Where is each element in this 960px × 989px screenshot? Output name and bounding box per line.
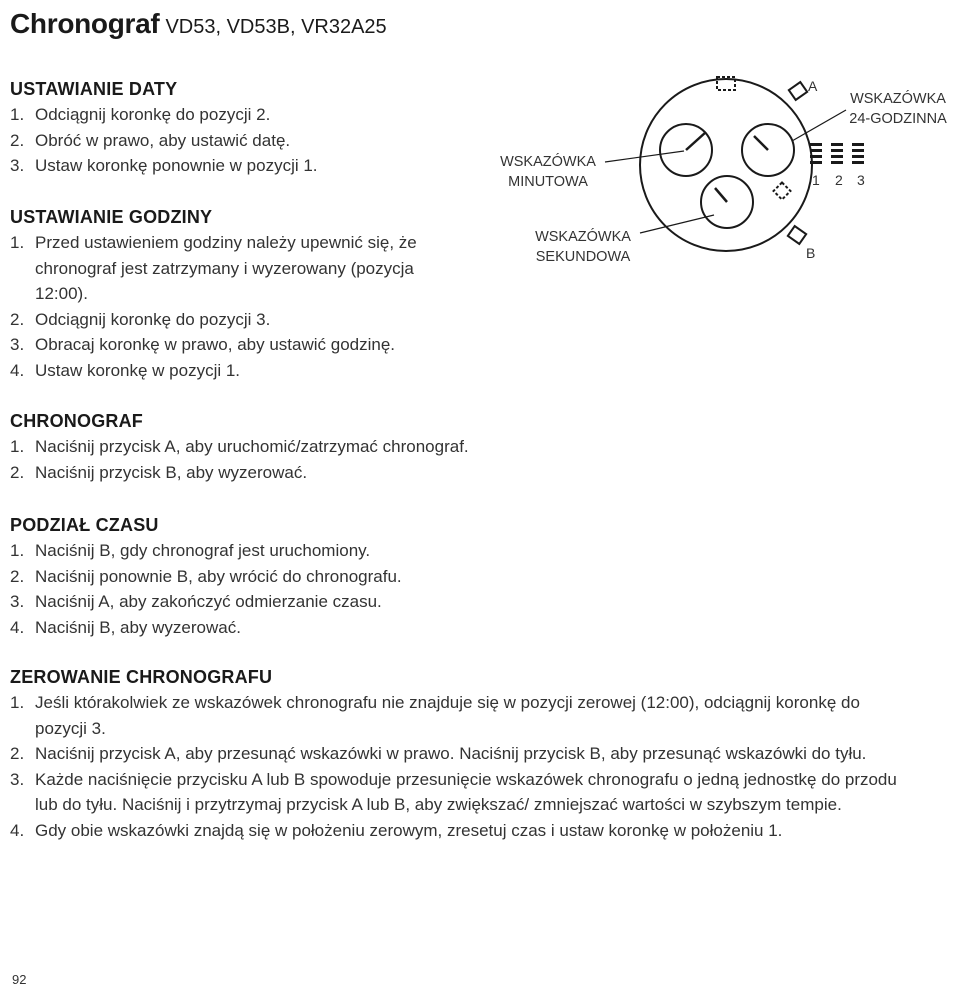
page-number: 92 <box>12 972 27 987</box>
step-item <box>10 102 480 128</box>
hour24-hand-label <box>838 89 958 129</box>
chronograph-reset-steps <box>10 690 930 843</box>
step-text: Gdy obie wskazówki znajdą się w położeniu zerowym, zresetuj czas i ustaw koronkę w położeniu 1. <box>35 820 783 840</box>
step-item <box>10 589 910 615</box>
crown-2 <box>831 143 843 164</box>
step-number: 4. <box>10 820 25 840</box>
step-text: Obracaj koronkę w prawo, aby ustawić godzinę. <box>35 335 396 354</box>
chronograph-steps <box>10 434 910 485</box>
step-number: 2. <box>10 566 25 586</box>
step-text: Naciśnij przycisk A, aby uruchomić/zatrzymać chronograf. <box>35 437 469 456</box>
step-item <box>10 128 480 154</box>
step-number: 4. <box>10 360 25 380</box>
split-time-steps <box>10 538 910 640</box>
second-hand-label <box>518 227 648 267</box>
pusher-a-label: A <box>808 78 818 94</box>
step-item <box>10 741 915 767</box>
minute-hand <box>686 132 706 150</box>
step-text: Ustaw koronkę w pozycji 1. <box>35 360 241 380</box>
minute-leader <box>605 151 684 162</box>
minute-label-line2: MINUTOWA <box>508 174 588 190</box>
step-number: 2. <box>10 744 25 763</box>
date-setting-heading: USTAWIANIE DATY <box>10 79 178 99</box>
step-text: Jeśli którakolwiek ze wskazówek chronografu nie znajduje się w pozycji zerowej (12:00), odciągnij koronkę do pozycji 3. <box>35 693 860 738</box>
pusher-b <box>788 226 806 244</box>
step-number: 3. <box>10 769 25 789</box>
split-time-heading: PODZIAŁ CZASU <box>10 515 159 535</box>
chronograph-section <box>10 408 910 485</box>
crown-position-3-label: 3 <box>857 172 865 188</box>
hour24-label-line2: 24-GODZINNA <box>849 111 947 127</box>
step-item <box>10 564 910 590</box>
step-item <box>10 690 885 741</box>
step-text: Naciśnij przycisk A, aby przesunąć wskazówki w prawo. Naciśnij przycisk B, aby przesunąć wskazówki do tyłu. <box>35 744 867 763</box>
step-item <box>10 230 435 307</box>
page-title <box>10 4 387 41</box>
step-item <box>10 818 875 844</box>
step-number: 3. <box>10 335 25 354</box>
title-models: VD53, VD53B, VR32A25 <box>165 16 387 38</box>
step-text: Odciągnij koronkę do pozycji 2. <box>35 105 271 124</box>
hour24-label-line1: WSKAZÓWKA <box>850 91 946 107</box>
step-text: Każde naciśnięcie przycisku A lub B spowoduje przesunięcie wskazówek chronografu o jedną jednostkę do przodu lub do tyłu. Naciśnij i przytrzymaj przycisk A lub B, aby zwiększać/ zmniejszać wartości w szybszym tempie. <box>35 769 897 814</box>
minute-label-line1: WSKAZÓWKA <box>500 154 596 170</box>
chronograph-heading: CHRONOGRAF <box>10 411 143 431</box>
second-hand <box>715 188 727 202</box>
time-setting-heading: USTAWIANIE GODZINY <box>10 207 213 227</box>
step-number: 1. <box>10 233 25 252</box>
crown-3 <box>852 143 864 164</box>
step-item <box>10 538 910 564</box>
step-text: Naciśnij A, aby zakończyć odmierzanie czasu. <box>35 592 382 611</box>
date-window-side <box>774 183 791 200</box>
step-number: 1. <box>10 105 25 124</box>
step-number: 1. <box>10 541 25 560</box>
step-text: Naciśnij przycisk B, aby wyzerować. <box>35 462 308 482</box>
step-item <box>10 153 480 179</box>
step-item <box>10 332 480 358</box>
step-item <box>10 615 910 641</box>
date-setting-section <box>10 76 480 179</box>
step-number: 1. <box>10 693 25 712</box>
chronograph-reset-heading: ZEROWANIE CHRONOGRAFU <box>10 667 273 687</box>
crown-position-1-label: 1 <box>812 172 820 188</box>
step-text: Naciśnij ponownie B, aby wrócić do chronografu. <box>35 566 402 586</box>
step-number: 2. <box>10 130 25 150</box>
time-setting-section <box>10 204 480 383</box>
second-label-line2: SEKUNDOWA <box>535 249 631 265</box>
step-item <box>10 434 910 460</box>
step-number: 2. <box>10 309 25 329</box>
step-item <box>10 460 910 486</box>
step-item <box>10 767 920 818</box>
pusher-a <box>789 82 807 100</box>
minute-hand-label <box>488 152 608 192</box>
time-setting-steps <box>10 230 480 383</box>
crown-position-2-label: 2 <box>835 172 843 188</box>
date-setting-steps <box>10 102 480 179</box>
step-item <box>10 307 480 333</box>
step-text: Obróć w prawo, aby ustawić datę. <box>35 130 291 150</box>
step-number: 3. <box>10 156 25 175</box>
step-text: Ustaw koronkę ponownie w pozycji 1. <box>35 156 318 175</box>
step-text: Odciągnij koronkę do pozycji 3. <box>35 309 271 329</box>
crown-positions <box>810 143 864 164</box>
chronograph-reset-section <box>10 664 930 843</box>
second-label-line1: WSKAZÓWKA <box>535 229 631 245</box>
step-item <box>10 358 480 384</box>
step-number: 1. <box>10 437 25 456</box>
step-text: Naciśnij B, gdy chronograf jest uruchomiony. <box>35 541 371 560</box>
hour24-hand <box>754 136 768 150</box>
second-leader <box>640 215 714 233</box>
step-text: Przed ustawieniem godziny należy upewnić się, że chronograf jest zatrzymany i wyzerowany (pozycja 12:00). <box>35 233 417 303</box>
pusher-b-label: B <box>806 245 816 261</box>
split-time-section <box>10 512 910 640</box>
step-text: Naciśnij B, aby wyzerować. <box>35 617 241 637</box>
title-main: Chronograf <box>10 8 160 39</box>
step-number: 3. <box>10 592 25 611</box>
step-number: 2. <box>10 462 25 482</box>
step-number: 4. <box>10 617 25 637</box>
